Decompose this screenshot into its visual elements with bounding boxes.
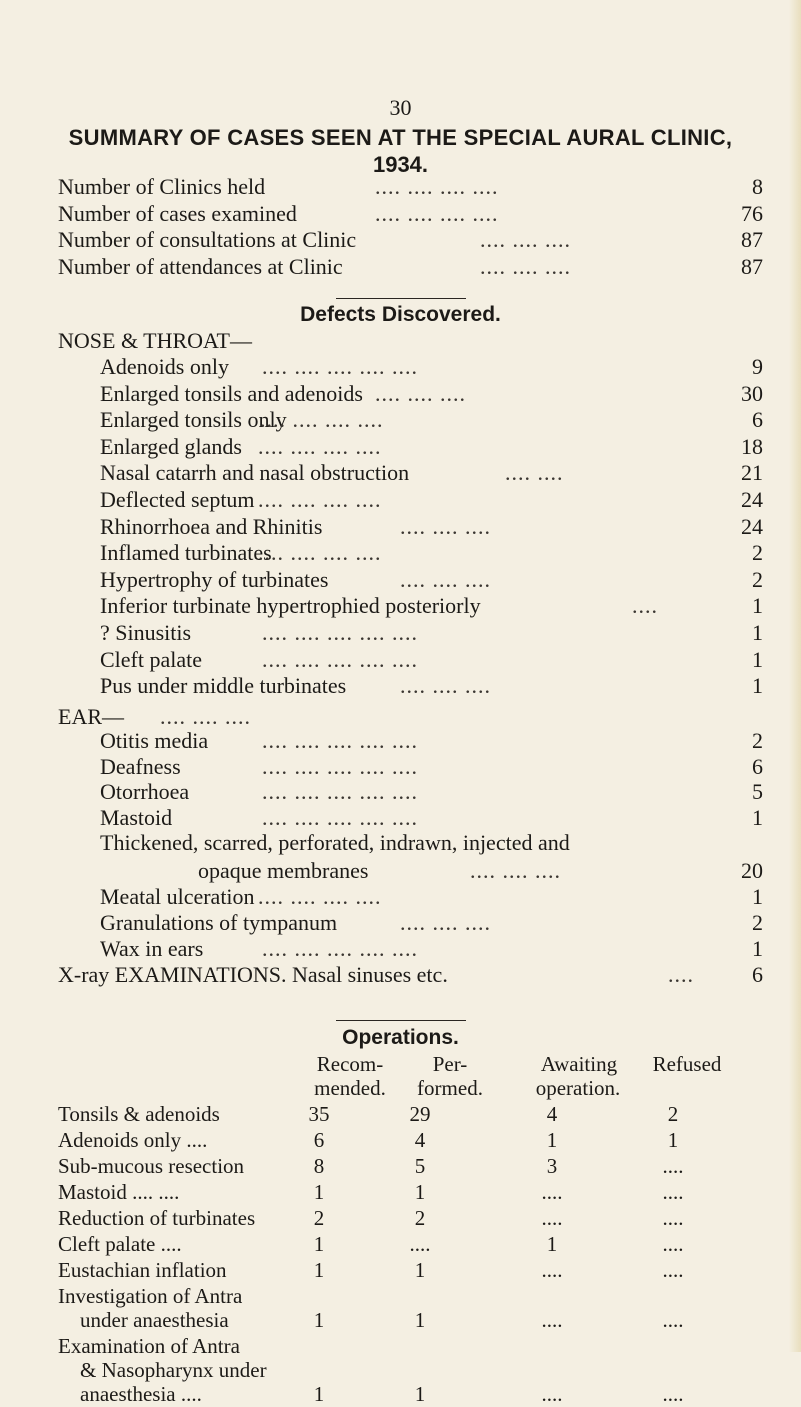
operation-refused-value: .... xyxy=(662,1382,684,1406)
ear-leader-dots: .... .... .... .... .... xyxy=(262,753,418,779)
operation-label: Eustachian inflation xyxy=(58,1258,227,1282)
operation-performed-value: 2 xyxy=(414,1206,426,1230)
operation-performed-value: 1 xyxy=(414,1180,426,1204)
nose-throat-row xyxy=(0,647,763,673)
summary-leader-dots: .... .... .... xyxy=(480,253,571,279)
page-number: 30 xyxy=(389,95,412,120)
nose-throat-label: Adenoids only xyxy=(100,354,229,379)
operation-label: Examination of Antra xyxy=(58,1334,240,1358)
ear-long-dots: .... .... .... xyxy=(470,858,561,883)
operation-awaiting-value: 3 xyxy=(546,1154,558,1178)
summary-leader-dots: .... .... .... xyxy=(480,227,571,252)
operation-performed-value: 1 xyxy=(414,1382,426,1406)
operation-recommended-value: 2 xyxy=(313,1206,325,1230)
col-performed-line2: formed. xyxy=(417,1076,483,1100)
operation-awaiting-value: .... xyxy=(541,1308,563,1332)
ear-label: Deafness xyxy=(100,753,181,779)
operation-awaiting-value: .... xyxy=(541,1258,563,1282)
nose-throat-value: 1 xyxy=(752,620,763,645)
nose-throat-row xyxy=(0,354,763,380)
operation-label: Sub-mucous resection xyxy=(58,1154,245,1178)
nose-throat-row xyxy=(0,567,763,593)
nose-throat-leader-dots: .... .... .... xyxy=(400,673,491,699)
operation-recommended-value: 1 xyxy=(313,1382,325,1406)
nose-throat-row xyxy=(0,460,763,486)
operation-label: Cleft palate .... xyxy=(58,1232,182,1256)
xray-value: 6 xyxy=(752,962,763,987)
nose-throat-row xyxy=(0,593,763,619)
operation-performed-value: 5 xyxy=(414,1154,426,1178)
summary-value: 87 xyxy=(741,227,763,252)
nose-throat-label: Enlarged tonsils only xyxy=(100,407,287,433)
col-recommended-line1: Recom- xyxy=(316,1052,384,1076)
nose-throat-value: 18 xyxy=(741,433,763,459)
nose-throat-row xyxy=(0,487,763,513)
nose-throat-value: 1 xyxy=(752,646,763,672)
nose-throat-row xyxy=(0,673,763,699)
ear-value: 6 xyxy=(752,753,763,779)
divider xyxy=(336,298,466,299)
nose-throat-leader-dots: .... .... .... .... .... xyxy=(262,620,418,645)
nose-throat-value: 2 xyxy=(752,540,763,566)
nose-throat-value: 1 xyxy=(752,673,763,699)
summary-value: 76 xyxy=(741,200,763,226)
ear-more-value: 1 xyxy=(752,884,763,909)
summary-label: Number of consultations at Clinic xyxy=(58,227,357,252)
ear-value: 1 xyxy=(752,804,763,830)
nose-throat-value: 6 xyxy=(752,407,763,433)
summary-value: 87 xyxy=(741,253,763,279)
nose-throat-label: ? Sinusitis xyxy=(100,620,192,645)
operation-recommended-value: 35 xyxy=(308,1102,330,1126)
ear-leader-dots: .... .... .... .... .... xyxy=(262,728,418,753)
nose-throat-value: 21 xyxy=(741,460,763,486)
operation-awaiting-value: .... xyxy=(541,1180,563,1204)
ear-more-row xyxy=(0,884,763,910)
operation-refused-value: .... xyxy=(662,1308,684,1332)
nose-throat-leader-dots: .... .... .... .... xyxy=(258,540,382,566)
nose-throat-label: Enlarged tonsils and adenoids xyxy=(100,380,363,406)
operation-performed-value: 1 xyxy=(414,1258,426,1282)
xray-dots: .... xyxy=(668,962,694,987)
ear-more-value: 1 xyxy=(752,936,763,961)
nose-throat-leader-dots: .... .... .... xyxy=(375,380,466,406)
nose-throat-leader-dots: .... .... .... .... .... xyxy=(262,646,418,672)
ear-more-row xyxy=(0,910,763,936)
nose-throat-leader-dots: .... .... .... xyxy=(400,566,491,592)
operation-awaiting-value: 4 xyxy=(546,1102,558,1126)
summary-leader-dots: .... .... .... .... xyxy=(375,174,499,199)
operation-refused-value: 2 xyxy=(667,1102,679,1126)
summary-label: Number of Clinics held xyxy=(58,174,266,199)
nose-throat-label: Inflamed turbinates xyxy=(100,540,272,566)
ear-label: Otitis media xyxy=(100,728,209,753)
operation-refused-value: .... xyxy=(662,1180,684,1204)
ear-long-value: 20 xyxy=(741,858,763,883)
summary-row xyxy=(0,227,763,253)
nose-throat-leader-dots: .... .... .... .... xyxy=(258,433,382,459)
page-title: SUMMARY OF CASES SEEN AT THE SPECIAL AURAL CLINIC, xyxy=(68,125,733,150)
operation-label: Reduction of turbinates xyxy=(58,1206,256,1230)
nose-throat-value: 1 xyxy=(752,593,763,619)
nose-throat-label: Deflected septum xyxy=(100,487,255,512)
nose-throat-leader-dots: .... .... .... .... xyxy=(260,407,384,433)
operation-label: anaesthesia .... xyxy=(80,1382,202,1406)
operation-awaiting-value: .... xyxy=(541,1382,563,1406)
summary-row xyxy=(0,174,763,200)
nose-throat-heading: NOSE & THROAT— xyxy=(58,328,252,353)
nose-throat-label: Rhinorrhoea and Rhinitis xyxy=(100,513,323,539)
operation-label: & Nasopharynx under xyxy=(80,1358,267,1382)
operation-awaiting-value: 1 xyxy=(546,1128,558,1152)
ear-long-label-line1: Thickened, scarred, perforated, indrawn, injected and xyxy=(100,830,570,855)
xray-label: X-ray EXAMINATIONS. Nasal sinuses etc. xyxy=(58,962,448,987)
nose-throat-label: Enlarged glands xyxy=(100,433,242,459)
ear-leader-dots: .... .... .... .... .... xyxy=(262,779,418,804)
nose-throat-row xyxy=(0,514,763,540)
defects-heading: Defects Discovered. xyxy=(300,303,501,326)
ear-label: Otorrhoea xyxy=(100,779,190,804)
operation-recommended-value: 1 xyxy=(313,1180,325,1204)
ear-row xyxy=(0,805,763,831)
summary-row xyxy=(0,201,763,227)
operation-performed-value: 4 xyxy=(414,1128,426,1152)
nose-throat-row xyxy=(0,407,763,433)
ear-leader-dots: .... .... .... .... .... xyxy=(262,804,418,830)
ear-value: 2 xyxy=(752,728,763,753)
col-awaiting-line2: operation. xyxy=(535,1076,621,1100)
ear-heading-dots: .... .... .... xyxy=(160,704,251,729)
nose-throat-row xyxy=(0,381,763,407)
col-awaiting-line1: Awaiting xyxy=(540,1052,618,1076)
operation-recommended-value: 6 xyxy=(313,1128,325,1152)
operation-performed-value: 1 xyxy=(414,1308,426,1332)
ear-more-leader-dots: .... .... .... xyxy=(400,910,491,935)
nose-throat-label: Inferior turbinate hypertrophied posteriorly xyxy=(100,593,481,619)
ear-row xyxy=(0,728,763,754)
ear-more-label: Meatal ulceration xyxy=(100,884,255,909)
nose-throat-value: 9 xyxy=(752,354,763,379)
operations-heading: Operations. xyxy=(342,1026,459,1049)
operation-performed-value: .... xyxy=(409,1232,431,1256)
ear-more-label: Wax in ears xyxy=(100,936,204,961)
operation-recommended-value: 1 xyxy=(313,1258,325,1282)
page-year: 1934. xyxy=(372,152,429,177)
ear-row xyxy=(0,779,763,805)
nose-throat-label: Pus under middle turbinates xyxy=(100,673,347,699)
operation-label: under anaesthesia xyxy=(80,1308,229,1332)
operation-performed-value: 29 xyxy=(409,1102,431,1126)
ear-more-leader-dots: .... .... .... .... xyxy=(258,884,382,909)
operation-label: Mastoid .... .... xyxy=(58,1180,180,1204)
operation-refused-value: 1 xyxy=(667,1128,679,1152)
ear-more-label: Granulations of tympanum xyxy=(100,910,338,935)
operation-refused-value: .... xyxy=(662,1154,684,1178)
nose-throat-value: 24 xyxy=(741,513,763,539)
operation-refused-value: .... xyxy=(662,1206,684,1230)
nose-throat-leader-dots: .... .... .... .... .... xyxy=(262,354,418,379)
summary-value: 8 xyxy=(752,174,763,199)
nose-throat-row xyxy=(0,540,763,566)
ear-more-leader-dots: .... .... .... .... .... xyxy=(262,936,418,961)
nose-throat-leader-dots: .... .... xyxy=(505,460,564,486)
nose-throat-leader-dots: .... xyxy=(632,593,658,619)
ear-row xyxy=(0,754,763,780)
nose-throat-label: Hypertrophy of turbinates xyxy=(100,566,329,592)
ear-value: 5 xyxy=(752,779,763,804)
col-recommended-line2: mended. xyxy=(314,1076,386,1100)
nose-throat-leader-dots: .... .... .... .... xyxy=(258,487,382,512)
col-performed-line1: Per- xyxy=(432,1052,468,1076)
operation-refused-value: .... xyxy=(662,1232,684,1256)
nose-throat-value: 30 xyxy=(741,380,763,406)
divider xyxy=(336,1020,466,1021)
operation-awaiting-value: .... xyxy=(541,1206,563,1230)
nose-throat-row xyxy=(0,434,763,460)
operation-recommended-value: 1 xyxy=(313,1308,325,1332)
ear-long-label-line2: opaque membranes xyxy=(198,858,369,883)
col-refused: Refused xyxy=(652,1052,722,1076)
ear-more-value: 2 xyxy=(752,910,763,935)
summary-row xyxy=(0,254,763,280)
operation-recommended-value: 8 xyxy=(313,1154,325,1178)
summary-leader-dots: .... .... .... .... xyxy=(375,200,499,226)
operation-label: Tonsils & adenoids xyxy=(58,1102,220,1126)
nose-throat-row xyxy=(0,620,763,646)
operation-label: Investigation of Antra xyxy=(58,1284,243,1308)
operation-recommended-value: 1 xyxy=(313,1232,325,1256)
summary-label: Number of cases examined xyxy=(58,200,297,226)
nose-throat-leader-dots: .... .... .... xyxy=(400,513,491,539)
operation-refused-value: .... xyxy=(662,1258,684,1282)
nose-throat-value: 24 xyxy=(741,487,763,512)
ear-more-row xyxy=(0,936,763,962)
nose-throat-label: Nasal catarrh and nasal obstruction xyxy=(100,460,410,486)
ear-label: Mastoid xyxy=(100,804,173,830)
ear-heading: EAR— xyxy=(58,704,124,729)
nose-throat-value: 2 xyxy=(752,566,763,592)
page-edge-shadow xyxy=(789,0,801,1352)
summary-label: Number of attendances at Clinic xyxy=(58,253,343,279)
operation-label: Adenoids only .... xyxy=(58,1128,208,1152)
nose-throat-label: Cleft palate xyxy=(100,646,203,672)
operation-awaiting-value: 1 xyxy=(546,1232,558,1256)
